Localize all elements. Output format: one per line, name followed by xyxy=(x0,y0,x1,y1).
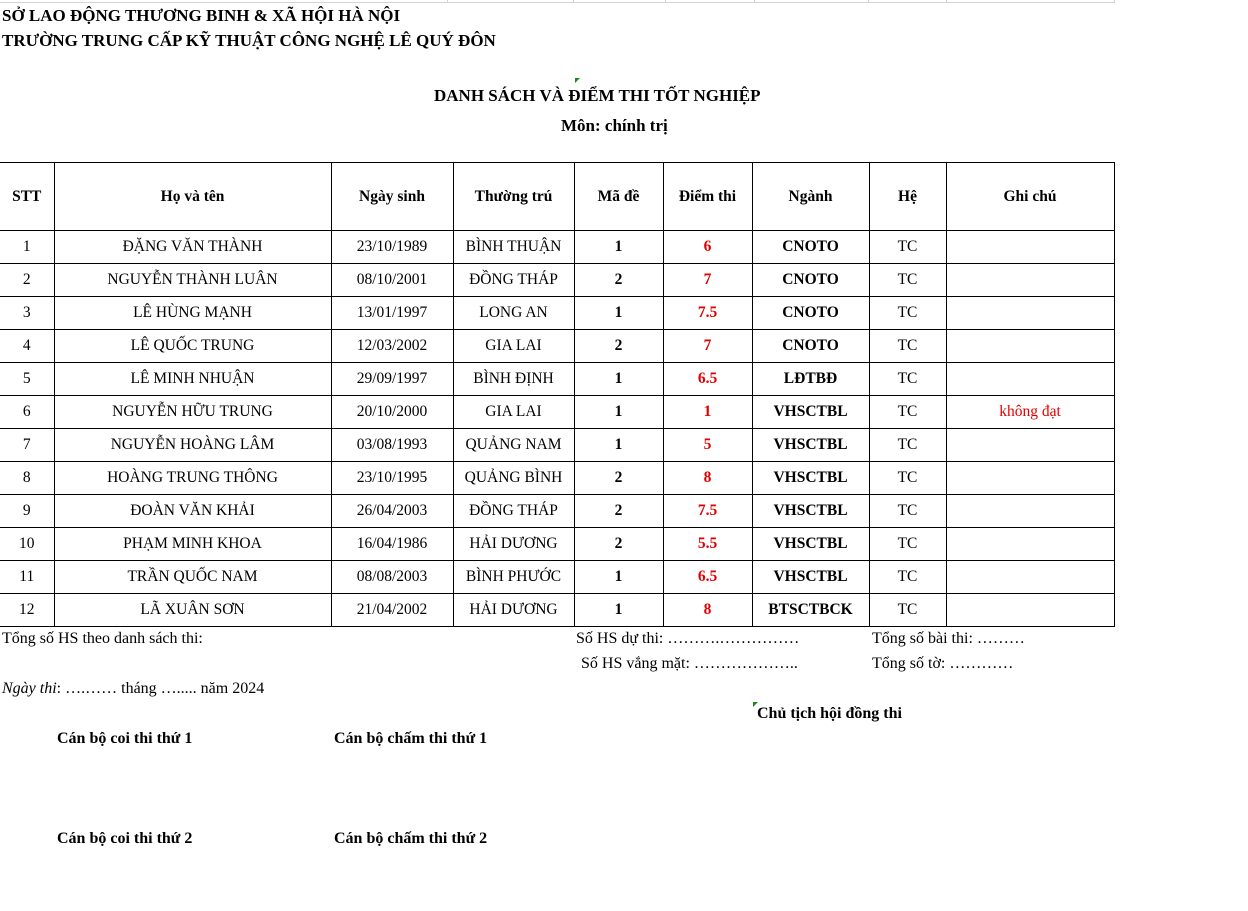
cell-stt: 4 xyxy=(0,330,54,363)
sheet-gridline xyxy=(0,2,1115,3)
col-header-dob: Ngày sinh xyxy=(331,163,453,231)
table-row xyxy=(0,495,1114,528)
cell-stt: 9 xyxy=(0,495,54,528)
cell-name: NGUYỄN THÀNH LUÂN xyxy=(54,264,331,297)
cell-dob: 23/10/1995 xyxy=(331,462,453,495)
cell-major: VHSCTBL xyxy=(752,429,869,462)
cell-residence: LONG AN xyxy=(453,297,574,330)
cell-stt: 8 xyxy=(0,462,54,495)
cell-score: 8 xyxy=(663,462,752,495)
cell-name: HOÀNG TRUNG THÔNG xyxy=(54,462,331,495)
cell-note xyxy=(946,264,1114,297)
sheet-gridline xyxy=(946,0,947,3)
cell-exam-code: 2 xyxy=(574,495,663,528)
col-header-note: Ghi chú xyxy=(946,163,1114,231)
cell-exam-code: 1 xyxy=(574,363,663,396)
total-sheets-label: Tổng số tờ: ………… xyxy=(872,655,1014,672)
cell-name: LÊ MINH NHUẬN xyxy=(54,363,331,396)
cell-system: TC xyxy=(869,462,946,495)
col-header-major: Ngành xyxy=(752,163,869,231)
cell-name: LÊ HÙNG MẠNH xyxy=(54,297,331,330)
table-row xyxy=(0,594,1114,627)
cell-note xyxy=(946,462,1114,495)
cell-stt: 11 xyxy=(0,561,54,594)
exam-date-line xyxy=(2,680,264,698)
cell-score: 6 xyxy=(663,231,752,264)
cell-system: TC xyxy=(869,594,946,627)
exam-date-label: Ngày thi xyxy=(2,680,57,697)
cell-score: 5.5 xyxy=(663,528,752,561)
absent-count-label: Số HS vắng mặt: ……………….. xyxy=(581,655,798,672)
cell-score: 1 xyxy=(663,396,752,429)
col-header-stt: STT xyxy=(0,163,54,231)
cell-note xyxy=(946,528,1114,561)
cell-stt: 7 xyxy=(0,429,54,462)
cell-stt: 10 xyxy=(0,528,54,561)
cell-stt: 2 xyxy=(0,264,54,297)
subject-label: Môn: chính trị xyxy=(561,116,668,135)
exam-date-value: : ….…… tháng …..... năm 2024 xyxy=(56,680,265,697)
cell-exam-code: 1 xyxy=(574,231,663,264)
cell-residence: BÌNH THUẬN xyxy=(453,231,574,264)
cell-note xyxy=(946,495,1114,528)
proctor2-label: Cán bộ coi thi thứ 2 xyxy=(57,830,193,847)
present-count-label: Số HS dự thi: ……….…………… xyxy=(576,630,800,647)
cell-score: 7 xyxy=(663,330,752,363)
cell-residence: HẢI DƯƠNG xyxy=(453,528,574,561)
grader2-label: Cán bộ chấm thi thứ 2 xyxy=(334,830,488,847)
cell-exam-code: 2 xyxy=(574,462,663,495)
cell-system: TC xyxy=(869,264,946,297)
results-table xyxy=(0,162,1115,627)
cell-dob: 23/10/1989 xyxy=(331,231,453,264)
table-row xyxy=(0,363,1114,396)
cell-system: TC xyxy=(869,429,946,462)
sheet-gridline xyxy=(447,0,448,3)
cell-major: CNOTO xyxy=(752,330,869,363)
cell-note: không đạt xyxy=(946,396,1114,429)
sheet-gridline xyxy=(665,0,666,3)
cell-note xyxy=(946,429,1114,462)
cell-system: TC xyxy=(869,528,946,561)
cell-note xyxy=(946,363,1114,396)
cell-exam-code: 1 xyxy=(574,561,663,594)
cell-score: 5 xyxy=(663,429,752,462)
col-header-exam-code: Mã đề xyxy=(574,163,663,231)
cell-major: CNOTO xyxy=(752,231,869,264)
col-header-system: Hệ xyxy=(869,163,946,231)
col-header-name: Họ và tên xyxy=(54,163,331,231)
sheet-gridline xyxy=(868,0,869,3)
cell-exam-code: 2 xyxy=(574,528,663,561)
header-line1: SỞ LAO ĐỘNG THƯƠNG BINH & XÃ HỘI HÀ NỘI xyxy=(2,6,401,25)
cell-major: VHSCTBL xyxy=(752,462,869,495)
cell-dob: 20/10/2000 xyxy=(331,396,453,429)
cell-name: PHẠM MINH KHOA xyxy=(54,528,331,561)
cell-dob: 26/04/2003 xyxy=(331,495,453,528)
sheet-gridline xyxy=(754,0,755,3)
cell-name: ĐOÀN VĂN KHẢI xyxy=(54,495,331,528)
header-line2: TRƯỜNG TRUNG CẤP KỸ THUẬT CÔNG NGHỆ LÊ QUÝ ĐÔN xyxy=(2,31,496,50)
cell-system: TC xyxy=(869,297,946,330)
cell-major: CNOTO xyxy=(752,297,869,330)
table-row xyxy=(0,264,1114,297)
cell-exam-code: 1 xyxy=(574,297,663,330)
proctor1-label: Cán bộ coi thi thứ 1 xyxy=(57,730,193,747)
cell-system: TC xyxy=(869,330,946,363)
cell-score: 6.5 xyxy=(663,561,752,594)
cell-score: 7.5 xyxy=(663,297,752,330)
sheet-gridline xyxy=(1114,0,1115,3)
cell-exam-code: 2 xyxy=(574,264,663,297)
cell-note xyxy=(946,297,1114,330)
cell-residence: ĐỒNG THÁP xyxy=(453,495,574,528)
cell-score: 6.5 xyxy=(663,363,752,396)
cell-major: VHSCTBL xyxy=(752,396,869,429)
cell-system: TC xyxy=(869,495,946,528)
cell-stt: 3 xyxy=(0,297,54,330)
cell-residence: BÌNH PHƯỚC xyxy=(453,561,574,594)
table-row xyxy=(0,330,1114,363)
cell-stt: 5 xyxy=(0,363,54,396)
cell-residence: ĐỒNG THÁP xyxy=(453,264,574,297)
cell-name: LÊ QUỐC TRUNG xyxy=(54,330,331,363)
cell-major: CNOTO xyxy=(752,264,869,297)
total-list-label: Tổng số HS theo danh sách thi: xyxy=(2,630,203,647)
cell-note xyxy=(946,561,1114,594)
cell-note xyxy=(946,330,1114,363)
table-row xyxy=(0,561,1114,594)
cell-note xyxy=(946,231,1114,264)
grader1-label: Cán bộ chấm thi thứ 1 xyxy=(334,730,488,747)
cell-dob: 12/03/2002 xyxy=(331,330,453,363)
table-row xyxy=(0,462,1114,495)
page-title: DANH SÁCH VÀ ĐIỂM THI TỐT NGHIỆP xyxy=(434,86,761,105)
cell-major: BTSCTBCK xyxy=(752,594,869,627)
cell-system: TC xyxy=(869,396,946,429)
table-row xyxy=(0,528,1114,561)
cell-residence: QUẢNG NAM xyxy=(453,429,574,462)
cell-dob: 08/10/2001 xyxy=(331,264,453,297)
cell-dob: 21/04/2002 xyxy=(331,594,453,627)
cell-dob: 03/08/1993 xyxy=(331,429,453,462)
cell-score: 7 xyxy=(663,264,752,297)
cell-name: ĐẶNG VĂN THÀNH xyxy=(54,231,331,264)
cell-stt: 1 xyxy=(0,231,54,264)
cell-score: 8 xyxy=(663,594,752,627)
cell-exam-code: 2 xyxy=(574,330,663,363)
col-header-residence: Thường trú xyxy=(453,163,574,231)
cell-major: VHSCTBL xyxy=(752,561,869,594)
cell-residence: GIA LAI xyxy=(453,330,574,363)
table-row xyxy=(0,297,1114,330)
sheet-gridline xyxy=(573,0,574,3)
cell-stt: 6 xyxy=(0,396,54,429)
cell-name: TRẦN QUỐC NAM xyxy=(54,561,331,594)
table-header-row xyxy=(0,163,1114,231)
table-row xyxy=(0,231,1114,264)
cell-dob: 29/09/1997 xyxy=(331,363,453,396)
cell-dob: 08/08/2003 xyxy=(331,561,453,594)
col-header-score: Điểm thi xyxy=(663,163,752,231)
cell-dob: 16/04/1986 xyxy=(331,528,453,561)
cell-stt: 12 xyxy=(0,594,54,627)
cell-system: TC xyxy=(869,561,946,594)
cell-residence: BÌNH ĐỊNH xyxy=(453,363,574,396)
cell-exam-code: 1 xyxy=(574,396,663,429)
cell-residence: HẢI DƯƠNG xyxy=(453,594,574,627)
chairman-label: Chủ tịch hội đồng thi xyxy=(757,705,902,722)
table-row xyxy=(0,396,1114,429)
cell-score: 7.5 xyxy=(663,495,752,528)
cell-dob: 13/01/1997 xyxy=(331,297,453,330)
cell-exam-code: 1 xyxy=(574,429,663,462)
cell-system: TC xyxy=(869,231,946,264)
comment-marker-icon xyxy=(575,78,580,83)
cell-name: NGUYỄN HỮU TRUNG xyxy=(54,396,331,429)
cell-major: VHSCTBL xyxy=(752,528,869,561)
cell-note xyxy=(946,594,1114,627)
cell-residence: QUẢNG BÌNH xyxy=(453,462,574,495)
cell-major: VHSCTBL xyxy=(752,495,869,528)
cell-residence: GIA LAI xyxy=(453,396,574,429)
cell-exam-code: 1 xyxy=(574,594,663,627)
cell-name: NGUYỄN HOÀNG LÂM xyxy=(54,429,331,462)
total-papers-label: Tổng số bài thi: ……… xyxy=(872,630,1025,647)
cell-system: TC xyxy=(869,363,946,396)
table-row xyxy=(0,429,1114,462)
cell-major: LĐTBĐ xyxy=(752,363,869,396)
cell-name: LÃ XUÂN SƠN xyxy=(54,594,331,627)
